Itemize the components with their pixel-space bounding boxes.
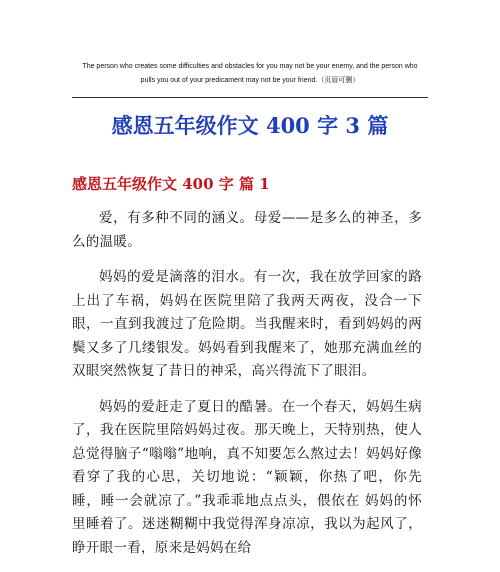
paragraph: 妈妈的爱是滴落的泪水。有一次，我在放学回家的路上出了车祸，妈妈在医院里陪了我两天两夜，没合一下眼，一直到我渡过了危险期。当我醒来时，看到妈妈的两鬓又多了几缕银发。妈妈看到我醒来了，她那充满血丝的双眼突然恢复了昔日的神采，高兴得流下了眼泪。 — [72, 269, 422, 379]
paragraph: 妈妈的爱赶走了夏日的酷暑。在一个春天，妈妈生病了，我在医院里陪妈妈过夜。那天晚上，天特别热，使人总觉得脑子“嗡嗡”地响，真不知要怎么熬过去！妈妈好像看穿了我的心思，关切地说：“颖颖，你热了吧，你先睡，睡一会就凉了。”我乖乖地点点头，偎依在 妈妈的怀里睡着了。迷迷糊糊中我觉得浑身凉凉，我以为起风了，睁开眼一看，原来是妈妈在给 — [72, 398, 422, 556]
section-title: 感恩五年级作文 400 字 篇 1 — [72, 175, 270, 193]
header-quote-line-1: The person who creates some difficulties and obstacles for you may not be your enemy, and the person who — [82, 63, 418, 70]
header-note — [72, 60, 428, 88]
paragraph: 爱，有多种不同的涵义。母爱——是多么的神圣，多么的温暖。 — [72, 210, 422, 250]
header-quote-line-2: pulls you out of your predicament may not be your friend.（页眉可删） — [140, 77, 360, 84]
header-divider — [72, 97, 428, 98]
document-body — [72, 207, 422, 572]
document-title: 感恩五年级作文 400 字 3 篇 — [111, 113, 389, 138]
